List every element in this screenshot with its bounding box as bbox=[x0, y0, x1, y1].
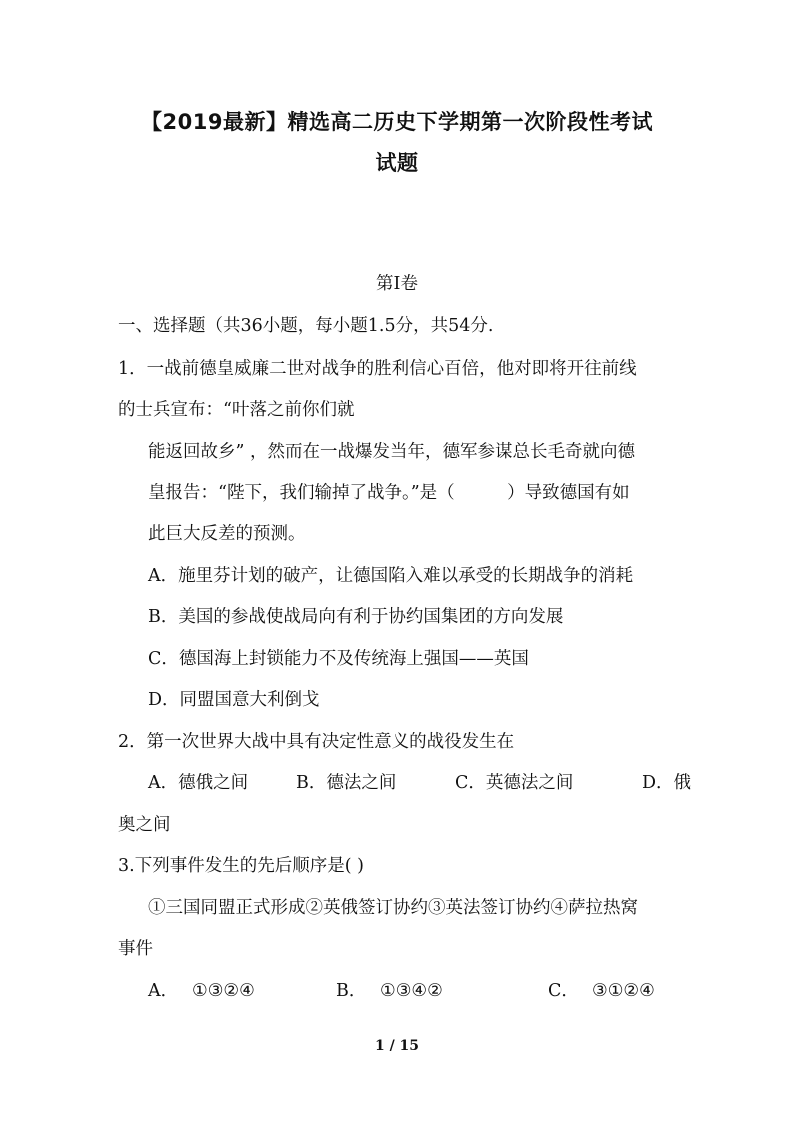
q3-events-line-1: ①三国同盟正式形成②英俄签订协约③英法签订协约④萨拉热窝 bbox=[148, 898, 638, 918]
q3-option-b: ①③④② bbox=[380, 981, 443, 1001]
q1-option-b: B．美国的参战使战局向有利于协约国集团的方向发展 bbox=[148, 607, 564, 627]
q2-option-a: A．德俄之间 bbox=[148, 773, 249, 793]
section-header: 一、选择题（共36小题，每小题1.5分，共54分. bbox=[118, 316, 494, 336]
document-title-line-2: 试题 bbox=[375, 151, 419, 175]
q1-stem-line-5: 此巨大反差的预测。 bbox=[148, 524, 306, 544]
document-title-line-1: 【2019最新】精选高二历史下学期第一次阶段性考试 bbox=[141, 110, 653, 134]
q2-option-d-continued: 奥之间 bbox=[118, 815, 171, 835]
q3-stem: 3.下列事件发生的先后顺序是( ) bbox=[118, 856, 364, 876]
q2-option-b: B．德法之间 bbox=[296, 773, 397, 793]
q2-option-d: D．俄 bbox=[642, 773, 692, 793]
q3-option-c: ③①②④ bbox=[592, 981, 655, 1001]
q1-stem-line-4: 皇报告：“陛下，我们输掉了战争。”是（ ）导致德国有如 bbox=[148, 483, 630, 503]
q3-option-b-letter: B． bbox=[336, 981, 367, 1001]
q1-stem-line-3: 能返回故乡” ，然而在一战爆发当年，德军参谋总长毛奇就向德 bbox=[148, 442, 636, 462]
q2-stem: 2．第一次世界大战中具有决定性意义的战役发生在 bbox=[118, 732, 515, 752]
q1-stem-line-1: 1．一战前德皇威廉二世对战争的胜利信心百倍，他对即将开往前线 bbox=[118, 359, 637, 379]
q1-stem-line-2: 的士兵宣布：“叶落之前你们就 bbox=[118, 400, 355, 420]
q3-option-a-letter: A． bbox=[148, 981, 179, 1001]
q1-option-a: A．施里芬计划的破产，让德国陷入难以承受的长期战争的消耗 bbox=[148, 566, 634, 586]
q3-option-c-letter: C． bbox=[548, 981, 579, 1001]
q3-events-line-2: 事件 bbox=[118, 939, 153, 959]
q1-option-d: D．同盟国意大利倒戈 bbox=[148, 690, 320, 710]
volume-label: 第Ⅰ卷 bbox=[376, 274, 418, 294]
q1-option-c: C．德国海上封锁能力不及传统海上强国——英国 bbox=[148, 649, 529, 669]
page-number: 1 / 15 bbox=[374, 1038, 420, 1054]
q2-option-c: C．英德法之间 bbox=[455, 773, 574, 793]
q3-option-a: ①③②④ bbox=[192, 981, 255, 1001]
